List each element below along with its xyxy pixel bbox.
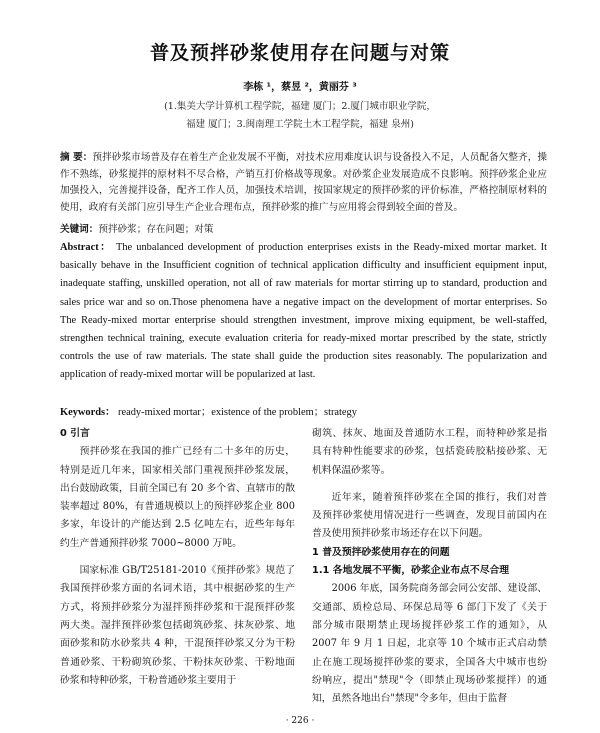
section-1-heading: 1 普及预拌砂浆使用存在的问题 [312,546,450,558]
paragraph-continued: 砌筑、抹灰、地面及普通防水工程，而特种砂浆是指具有特种性能要求的砂浆，包括瓷砖胶粘接砂浆、无机料保温砂浆等。 [312,428,547,476]
abstract-cn [60,150,547,216]
abstract-cn-text: 预拌砂浆市场普及存在着生产企业发展不平衡，对技术应用难度认识与设备投入不足，人员配备欠整齐，操作不熟练，砂浆搅拌的原材料不尽合格，产销互打价格战等现象。对砂浆企业发展造成不良影响。预拌砂浆企业应加强投入，完善搅拌设备，配齐工作人员，加强技术培训，按国家规定的预拌砂浆的评价标准，严格控制原材料的使用，政府有关部门应引导生产企业合理布点，预拌砂浆的推广与应用将会得到较全面的普及。 [60,152,548,213]
abstract-en [60,239,547,385]
body-column-left [60,425,295,690]
keywords-en-text: ready-mixed mortar；existence of the problem；strategy [118,407,357,418]
paper-title: 普及预拌砂浆使用存在问题与对策 [149,42,450,64]
section-0-heading: 0 引言 [60,428,90,439]
page-number: · 226 · [285,716,315,726]
abstract-cn-label: 摘 要： [60,152,93,163]
keywords-en-label: Keywords： [60,407,116,418]
keywords-cn-text: 预拌砂浆；存在问题；对策 [98,224,214,235]
affiliation-line-1: (1.集美大学计算机工程学院，福建 厦门；2.厦门城市职业学院， [164,101,436,112]
keywords-cn [60,221,547,235]
paragraph: 预拌砂浆在我国的推广已经有二十多年的历史，特别是近几年来，国家相关部门重视预拌砂浆发展，出台鼓励政策，目前全国已有 20 多个省、直辖市的散装率超过 80%，有普通规模以上的预拌砂浆企业 800 多家，年设计的产能达到 2.5 亿吨左右，近些年每年约生产普通预拌砂浆 7000~8000 万吨。 [60,446,295,549]
abstract-en-label: Abstract： [60,242,113,253]
paragraph: 国家标准 GB/T25181-2010《预拌砂浆》规范了我国预拌砂浆方面的名词术语，其中根据砂浆的生产方式，将预拌砂浆分为湿拌预拌砂浆和干混预拌砂浆两大类。湿拌预拌砂浆包括砌筑砂浆、抹灰砂浆、地面砂浆和防水砂浆共 4 种，干混预拌砂浆又分为干粉普通砂浆、干粉砌筑砂浆、干粉抹灰砂浆、干粉地面砂浆和特种砂浆，干粉普通砂浆主要用于 [60,565,295,686]
author-list: 李栋 ¹，蔡昱 ²，黄丽芬 ³ [243,82,357,93]
affiliation-line-2: 福建 厦门；3.闽南理工学院土木工程学院，福建 泉州) [186,119,414,130]
abstract-en-text: The unbalanced development of production enterprises exists in the Ready-mixed mortar market. It basically behave in the Insufficient cognition of technical application difficulty and insufficient equipment input, inadequate staffing, unskilled operation, not all of raw materials for mortar stirring up to standard, production and sales price war and so on.Those phenomena have a negative impact on the development of mortar enterprises. So The Ready-mixed mortar enterprise should strengthen investment, improve mixing equipment, be well-staffed, strengthen technical training, execute evaluation criteria for ready-mixed mortar prescribed by the state, strictly controls the use of raw materials. The state shall guide the production sites reasonably. The popularization and application of ready-mixed mortar will be popularized at last. [60,242,547,381]
paragraph: 2006 年底，国务院商务部会同公安部、建设部、交通部、质检总局、环保总局等 6 部门下发了《关于部分城市限期禁止现场搅拌砂浆工作的通知》，从 2007 年 9 月 1 日起，北京等 10 个城市正式启动禁止在施工现场搅拌砂浆的要求，全国各大中城市也纷纷响应，提出"禁现"令（即禁止现场砂浆搅拌）的通知，虽然各地出台"禁现"令多年，但由于监督 [312,583,547,705]
body-column-right [312,425,547,708]
keywords-cn-label: 关键词： [60,224,99,235]
section-1-1-heading: 1.1 各地发展不平衡，砂浆企业布点不尽合理 [312,565,510,577]
keywords-en [60,403,547,418]
paragraph: 近年来，随着预拌砂浆在全国的推行，我们对普及预拌砂浆使用情况进行一些调查，发现目前国内在普及使用预拌砂浆市场还存在以下问题。 [312,491,547,540]
